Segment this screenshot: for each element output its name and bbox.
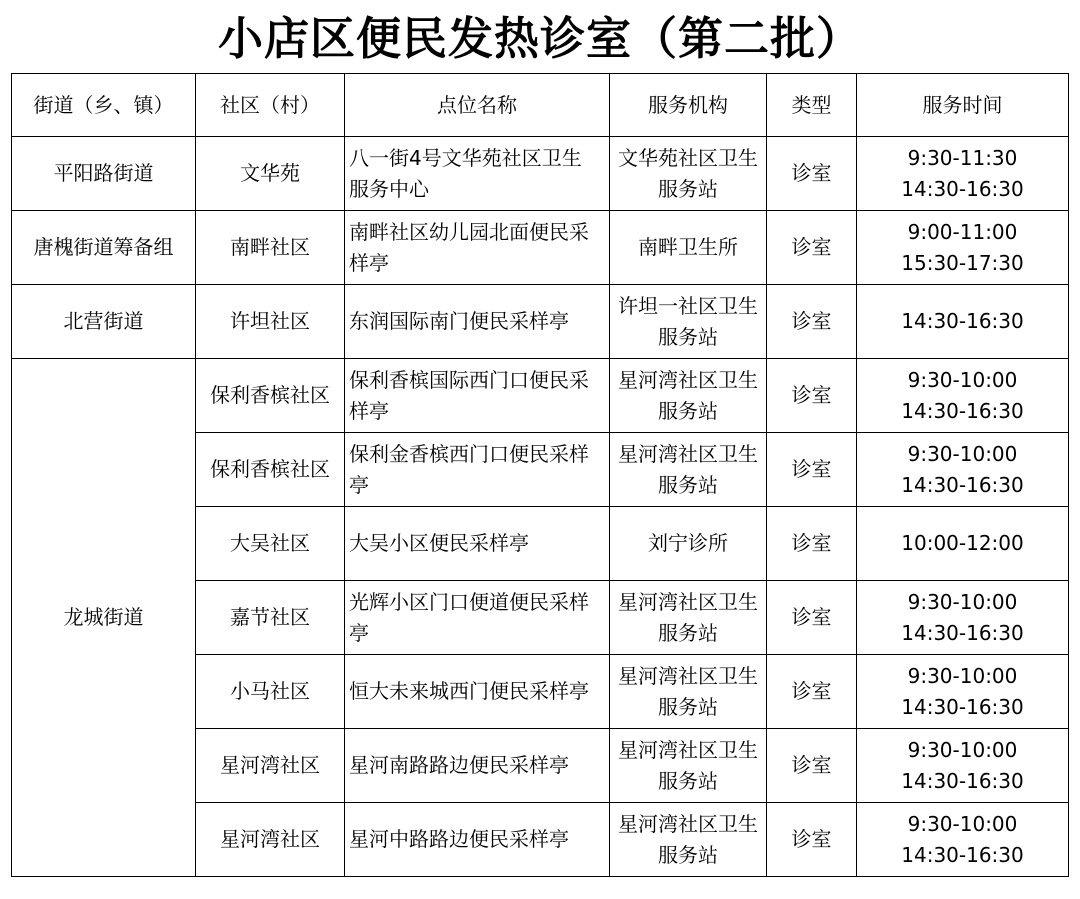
agency-line: 服务站 xyxy=(658,842,718,867)
time-line: 14:30-16:30 xyxy=(901,842,1024,867)
time-cell xyxy=(857,507,1069,581)
type-cell: 诊室 xyxy=(767,359,857,433)
clinic-table xyxy=(11,73,1069,877)
location-line: 保利金香槟西门口便民采样 xyxy=(349,441,589,466)
agency-cell xyxy=(610,729,767,803)
agency-line: 星河湾社区卫生 xyxy=(618,811,758,836)
time-line: 14:30-16:30 xyxy=(901,694,1024,719)
time-line: 10:00-12:00 xyxy=(901,531,1024,555)
agency-line: 服务站 xyxy=(658,694,718,719)
header-street: 街道（乡、镇） xyxy=(12,74,196,137)
location-line: 星河南路路边便民采样亭 xyxy=(349,753,569,777)
table-row xyxy=(12,137,1069,211)
time-cell xyxy=(857,137,1069,211)
agency-line: 文华苑社区卫生 xyxy=(618,145,758,170)
agency-line: 服务站 xyxy=(658,324,718,349)
location-line: 亭 xyxy=(349,620,369,645)
location-cell xyxy=(345,803,610,877)
table-row xyxy=(12,359,1069,433)
time-cell xyxy=(857,655,1069,729)
community-cell: 星河湾社区 xyxy=(196,803,345,877)
agency-line: 星河湾社区卫生 xyxy=(618,367,758,392)
community-cell: 许坦社区 xyxy=(196,285,345,359)
agency-line: 服务站 xyxy=(658,176,718,201)
agency-cell xyxy=(610,655,767,729)
time-line: 9:30-10:00 xyxy=(907,367,1018,392)
agency-line: 星河湾社区卫生 xyxy=(618,589,758,614)
time-line: 9:30-11:30 xyxy=(907,145,1018,170)
community-cell: 文华苑 xyxy=(196,137,345,211)
time-line: 14:30-16:30 xyxy=(901,176,1024,201)
time-line: 14:30-16:30 xyxy=(901,309,1024,333)
header-agency: 服务机构 xyxy=(610,74,767,137)
time-cell xyxy=(857,211,1069,285)
street-cell: 唐槐街道筹备组 xyxy=(12,211,196,285)
location-line: 服务中心 xyxy=(349,176,429,201)
location-cell xyxy=(345,137,610,211)
community-cell: 小马社区 xyxy=(196,655,345,729)
location-line: 大吴小区便民采样亭 xyxy=(349,531,529,555)
time-cell xyxy=(857,359,1069,433)
agency-line: 许坦一社区卫生 xyxy=(618,293,758,318)
time-line: 14:30-16:30 xyxy=(901,620,1024,645)
location-cell xyxy=(345,359,610,433)
agency-line: 服务站 xyxy=(658,620,718,645)
type-cell: 诊室 xyxy=(767,803,857,877)
time-line: 9:30-10:00 xyxy=(907,663,1018,688)
agency-line: 南畔卫生所 xyxy=(638,235,738,259)
location-line: 保利香槟国际西门口便民采 xyxy=(349,367,589,392)
time-line: 9:30-10:00 xyxy=(907,737,1018,762)
location-line: 样亭 xyxy=(349,250,389,275)
location-line: 样亭 xyxy=(349,398,389,423)
time-cell xyxy=(857,729,1069,803)
time-cell xyxy=(857,285,1069,359)
location-line: 东润国际南门便民采样亭 xyxy=(349,309,569,333)
street-cell: 龙城街道 xyxy=(12,359,196,877)
type-cell: 诊室 xyxy=(767,729,857,803)
agency-line: 服务站 xyxy=(658,768,718,793)
agency-line: 刘宁诊所 xyxy=(648,531,728,555)
header-type: 类型 xyxy=(767,74,857,137)
time-line: 15:30-17:30 xyxy=(901,250,1024,275)
type-cell: 诊室 xyxy=(767,137,857,211)
time-line: 9:00-11:00 xyxy=(907,219,1018,244)
type-cell: 诊室 xyxy=(767,655,857,729)
agency-cell xyxy=(610,359,767,433)
community-cell: 星河湾社区 xyxy=(196,729,345,803)
community-cell: 保利香槟社区 xyxy=(196,433,345,507)
street-cell: 北营街道 xyxy=(12,285,196,359)
location-line: 光辉小区门口便道便民采样 xyxy=(349,589,589,614)
time-cell xyxy=(857,433,1069,507)
location-cell xyxy=(345,655,610,729)
agency-line: 服务站 xyxy=(658,472,718,497)
type-cell: 诊室 xyxy=(767,211,857,285)
location-cell xyxy=(345,507,610,581)
agency-cell xyxy=(610,433,767,507)
time-line: 14:30-16:30 xyxy=(901,768,1024,793)
agency-line: 星河湾社区卫生 xyxy=(618,663,758,688)
location-line: 八一街4号文华苑社区卫生 xyxy=(349,145,582,170)
header-community: 社区（村） xyxy=(196,74,345,137)
location-cell xyxy=(345,581,610,655)
table-row xyxy=(12,285,1069,359)
type-cell: 诊室 xyxy=(767,581,857,655)
type-cell: 诊室 xyxy=(767,285,857,359)
time-line: 14:30-16:30 xyxy=(901,472,1024,497)
community-cell: 大吴社区 xyxy=(196,507,345,581)
header-row xyxy=(12,74,1069,137)
agency-line: 服务站 xyxy=(658,398,718,423)
location-line: 星河中路路边便民采样亭 xyxy=(349,827,569,851)
agency-cell xyxy=(610,285,767,359)
agency-cell xyxy=(610,137,767,211)
street-cell: 平阳路街道 xyxy=(12,137,196,211)
time-cell xyxy=(857,581,1069,655)
agency-line: 星河湾社区卫生 xyxy=(618,737,758,762)
type-cell: 诊室 xyxy=(767,433,857,507)
agency-line: 星河湾社区卫生 xyxy=(618,441,758,466)
header-time: 服务时间 xyxy=(857,74,1069,137)
type-cell: 诊室 xyxy=(767,507,857,581)
location-line: 恒大未来城西门便民采样亭 xyxy=(349,679,589,703)
location-cell xyxy=(345,211,610,285)
community-cell: 嘉节社区 xyxy=(196,581,345,655)
agency-cell xyxy=(610,507,767,581)
location-cell xyxy=(345,285,610,359)
table-row xyxy=(12,211,1069,285)
time-line: 9:30-10:00 xyxy=(907,811,1018,836)
table-body xyxy=(12,74,1069,877)
agency-cell xyxy=(610,803,767,877)
community-cell: 保利香槟社区 xyxy=(196,359,345,433)
time-line: 14:30-16:30 xyxy=(901,398,1024,423)
community-cell: 南畔社区 xyxy=(196,211,345,285)
time-line: 9:30-10:00 xyxy=(907,441,1018,466)
location-cell xyxy=(345,433,610,507)
time-cell xyxy=(857,803,1069,877)
location-line: 亭 xyxy=(349,472,369,497)
page-title: 小店区便民发热诊室（第二批） xyxy=(217,12,862,65)
location-cell xyxy=(345,729,610,803)
time-line: 9:30-10:00 xyxy=(907,589,1018,614)
location-line: 南畔社区幼儿园北面便民采 xyxy=(349,219,589,244)
agency-cell xyxy=(610,581,767,655)
header-location: 点位名称 xyxy=(345,74,610,137)
agency-cell xyxy=(610,211,767,285)
